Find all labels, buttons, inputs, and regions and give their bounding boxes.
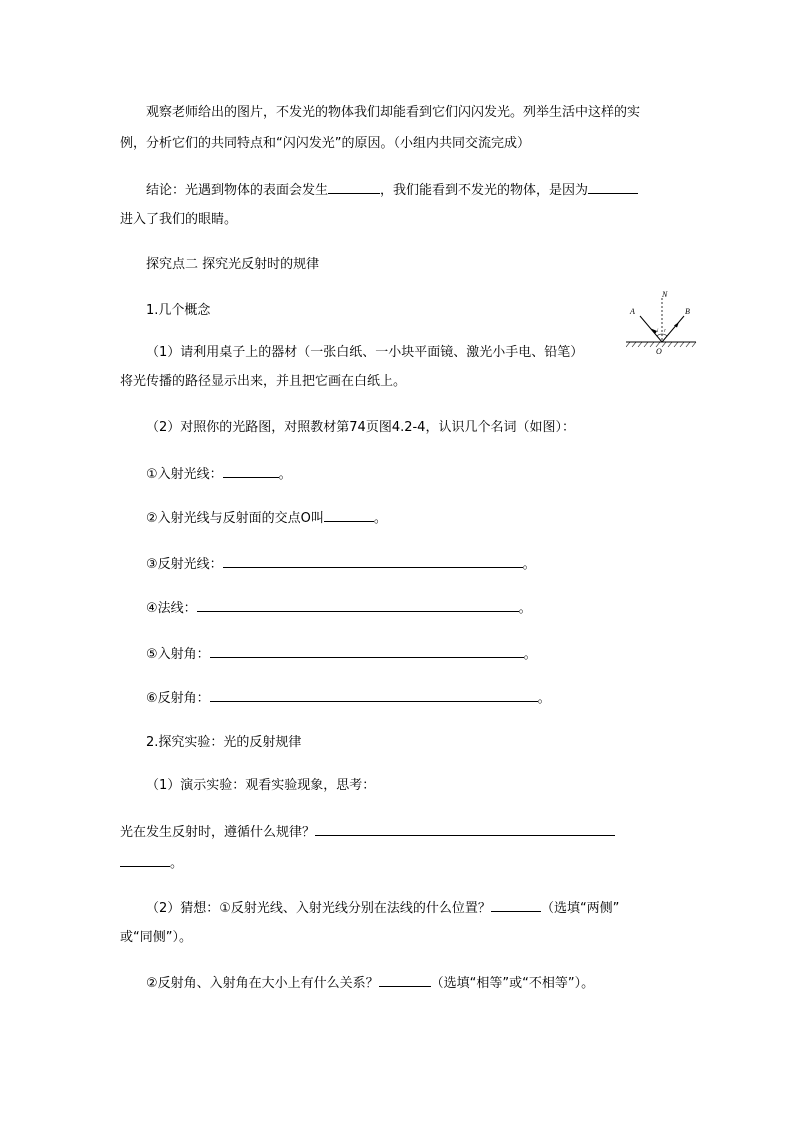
fill-incident-point [146, 508, 387, 528]
fill-reflected-angle [146, 688, 551, 708]
intro-line-2: 例，分析它们的共同特点和“闪闪发光”的原因。（小组内共同交流完成） [120, 136, 530, 151]
blank-incident-angle[interactable] [210, 644, 524, 658]
concepts-title: 1.几个概念 [146, 303, 211, 318]
fill-end-1: 。 [278, 467, 292, 482]
label-N: N [662, 290, 668, 299]
fill-end-4: 。 [518, 601, 532, 616]
conclusion-line-2: 进入了我们的眼睛。 [120, 212, 238, 227]
blank-reflected-angle[interactable] [210, 688, 538, 702]
experiment-question-text: 光在发生反射时，遵循什么规律？ [120, 825, 316, 840]
experiment-question-cont [120, 853, 183, 873]
label-angle-i: i [657, 329, 659, 334]
blank-angle-relation[interactable] [379, 973, 431, 987]
angle-i-arc [657, 334, 662, 336]
blank-law[interactable] [315, 822, 615, 836]
label-angle-r: r [664, 329, 666, 334]
label-A: A [630, 307, 635, 316]
guess-line-1 [146, 898, 619, 918]
guess-text-1b: （选填“两侧” [540, 901, 620, 916]
blank-normal[interactable] [197, 598, 519, 612]
blank-incident-point[interactable] [324, 508, 374, 522]
fill-label-4: ④法线： [146, 601, 197, 616]
incident-ray [640, 316, 662, 342]
fill-label-5: ⑤入射角： [146, 647, 210, 662]
fill-end-3: 。 [522, 557, 536, 572]
fill-end-5: 。 [523, 647, 537, 662]
conclusion-text-1: 结论：光遇到物体的表面会发生 [146, 183, 329, 198]
concepts-item2: （2）对照你的光路图，对照教材第74页图4.2-4，认识几个名词（如图）： [146, 420, 575, 435]
label-O: O [656, 347, 662, 356]
section-title: 探究点二 探究光反射时的规律 [146, 257, 320, 272]
fill-end-6: 。 [537, 691, 551, 706]
blank-incident-ray[interactable] [223, 464, 279, 478]
angle-r-arc [662, 334, 667, 336]
guess-text-3b: （选填“相等”或“不相等”）。 [430, 976, 595, 991]
fill-label-2: ②入射光线与反射面的交点O叫 [146, 511, 324, 526]
conclusion-line-1 [146, 180, 638, 200]
label-B: B [685, 307, 690, 316]
reflection-diagram [626, 290, 698, 356]
fill-reflected-ray [146, 554, 536, 574]
guess-line-3 [146, 973, 594, 993]
concepts-item1-line2: 将光传播的路径显示出来，并且把它画在白纸上。 [120, 374, 407, 389]
blank-reflected-ray[interactable] [223, 554, 523, 568]
guess-text-1a: （2）猜想：①反射光线、入射光线分别在法线的什么位置？ [146, 901, 491, 916]
intro-line-1: 观察老师给出的图片，不发光的物体我们却能看到它们闪闪发光。列举生活中这样的实 [146, 105, 641, 120]
blank-position[interactable] [491, 898, 541, 912]
experiment-title: 2.探究实验：光的反射规律 [146, 735, 302, 750]
fill-label-1: ①入射光线： [146, 467, 223, 482]
fill-label-6: ⑥反射角： [146, 691, 210, 706]
blank-light[interactable] [588, 180, 638, 194]
fill-normal [146, 598, 532, 618]
fill-incident-ray [146, 464, 292, 484]
concepts-item1-line1: （1）请利用桌子上的器材（一张白纸、一小块平面镜、激光小手电、铅笔） [146, 345, 584, 360]
experiment-question [120, 822, 615, 842]
experiment-end: 。 [170, 856, 184, 871]
blank-reflection[interactable] [328, 180, 380, 194]
conclusion-text-2: ，我们能看到不发光的物体，是因为 [380, 183, 589, 198]
guess-line-2: 或“同侧”）。 [120, 930, 192, 945]
experiment-demo: （1）演示实验：观看实验现象，思考： [146, 778, 376, 793]
guess-text-3a: ②反射角、入射角在大小上有什么关系？ [146, 976, 379, 991]
fill-end-2: 。 [373, 511, 387, 526]
fill-label-3: ③反射光线： [146, 557, 223, 572]
fill-incident-angle [146, 644, 537, 664]
blank-law-cont[interactable] [120, 853, 170, 867]
